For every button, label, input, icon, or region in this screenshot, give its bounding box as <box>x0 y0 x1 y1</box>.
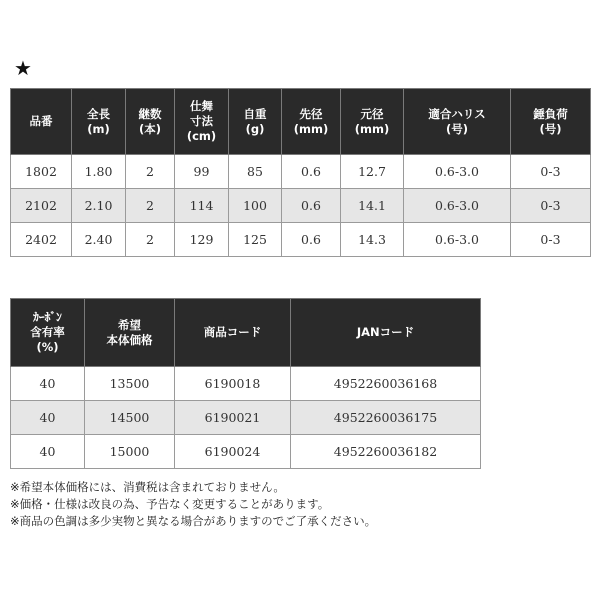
cell-product-code: 6190024 <box>175 435 291 469</box>
note-spec-change: ※価格・仕様は改良の為、予告なく変更することがあります。 <box>10 497 330 511</box>
cell-model: 1802 <box>11 155 72 189</box>
cell-carbon-content: 40 <box>11 401 85 435</box>
cell-jan-code: 4952260036182 <box>291 435 481 469</box>
cell-tip-diameter: 0.6 <box>282 223 341 257</box>
cell-product-code: 6190021 <box>175 401 291 435</box>
header-tip-diameter: 先径 (mm) <box>282 89 341 155</box>
cell-line-rating: 0.6-3.0 <box>404 189 511 223</box>
header-closed-length: 仕舞 寸法 (cm) <box>175 89 229 155</box>
cell-model: 2402 <box>11 223 72 257</box>
cell-length: 1.80 <box>72 155 126 189</box>
star-icon: ★ <box>14 56 32 80</box>
header-list-price: 希望 本体価格 <box>85 299 175 367</box>
table-row <box>11 367 481 401</box>
cell-weight: 85 <box>229 155 282 189</box>
cell-list-price: 13500 <box>85 367 175 401</box>
cell-tip-diameter: 0.6 <box>282 155 341 189</box>
note-color: ※商品の色調は多少実物と異なる場合がありますのでご了承ください。 <box>10 514 377 528</box>
cell-product-code: 6190018 <box>175 367 291 401</box>
cell-jan-code: 4952260036175 <box>291 401 481 435</box>
cell-butt-diameter: 14.3 <box>341 223 404 257</box>
cell-butt-diameter: 14.1 <box>341 189 404 223</box>
header-model: 品番 <box>11 89 72 155</box>
header-weight: 自重 (g) <box>229 89 282 155</box>
cell-carbon-content: 40 <box>11 367 85 401</box>
spec-table-header-row <box>11 89 591 155</box>
cell-line-rating: 0.6-3.0 <box>404 155 511 189</box>
cell-sections: 2 <box>126 189 175 223</box>
cell-length: 2.40 <box>72 223 126 257</box>
table-row <box>11 189 591 223</box>
cell-sinker-load: 0-3 <box>511 189 591 223</box>
price-table <box>10 298 481 469</box>
cell-closed-length: 114 <box>175 189 229 223</box>
cell-butt-diameter: 12.7 <box>341 155 404 189</box>
cell-jan-code: 4952260036168 <box>291 367 481 401</box>
cell-length: 2.10 <box>72 189 126 223</box>
header-product-code: 商品コード <box>175 299 291 367</box>
cell-sections: 2 <box>126 223 175 257</box>
table-row <box>11 435 481 469</box>
note-tax: ※希望本体価格には、消費税は含まれておりません。 <box>10 480 285 494</box>
cell-tip-diameter: 0.6 <box>282 189 341 223</box>
cell-list-price: 15000 <box>85 435 175 469</box>
header-sinker-load: 錘負荷 (号) <box>511 89 591 155</box>
cell-weight: 125 <box>229 223 282 257</box>
price-table-header-row <box>11 299 481 367</box>
notes <box>10 479 376 530</box>
cell-sections: 2 <box>126 155 175 189</box>
cell-sinker-load: 0-3 <box>511 223 591 257</box>
header-jan-code: JANコード <box>291 299 481 367</box>
cell-line-rating: 0.6-3.0 <box>404 223 511 257</box>
cell-model: 2102 <box>11 189 72 223</box>
spec-table <box>10 88 591 257</box>
cell-sinker-load: 0-3 <box>511 155 591 189</box>
header-line-rating: 適合ハリス (号) <box>404 89 511 155</box>
cell-weight: 100 <box>229 189 282 223</box>
table-row <box>11 223 591 257</box>
cell-carbon-content: 40 <box>11 435 85 469</box>
table-row <box>11 155 591 189</box>
cell-list-price: 14500 <box>85 401 175 435</box>
table-row <box>11 401 481 435</box>
header-length: 全長 (m) <box>72 89 126 155</box>
header-butt-diameter: 元径 (mm) <box>341 89 404 155</box>
cell-closed-length: 99 <box>175 155 229 189</box>
header-sections: 継数 (本) <box>126 89 175 155</box>
header-carbon-content: ｶｰﾎﾞﾝ 含有率 (%) <box>11 299 85 367</box>
cell-closed-length: 129 <box>175 223 229 257</box>
